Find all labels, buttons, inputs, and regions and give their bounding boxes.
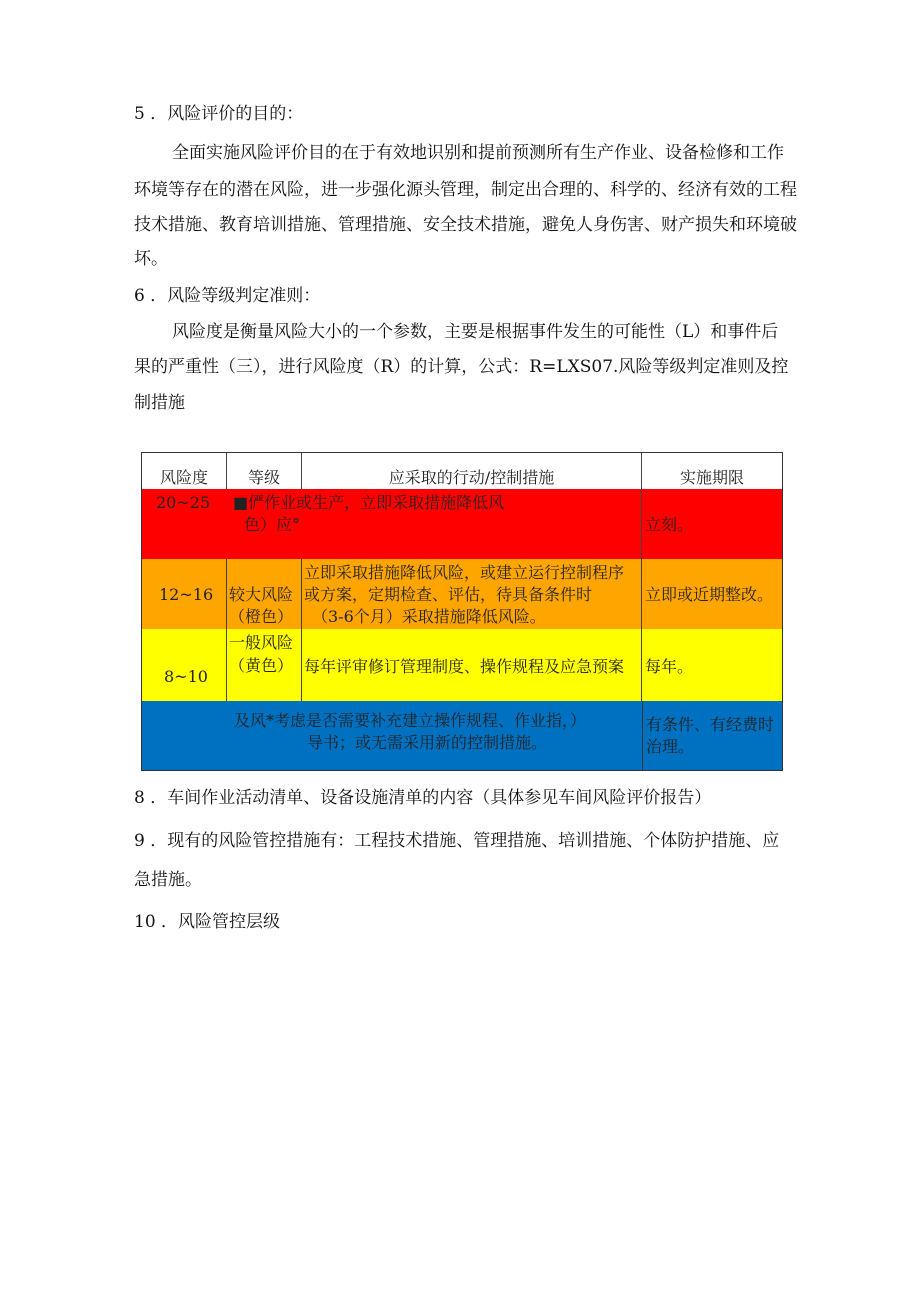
- action-text-line-1: 立即采取措施降低风险，或建立运行控制程序: [304, 563, 625, 582]
- level-text-line-2: （橙色）: [229, 607, 294, 626]
- section-9-line-2: 急措施。: [134, 870, 202, 890]
- action-text-line-2: 或方案，定期检查、评估，待具备条件时: [304, 585, 593, 604]
- period-text: 立即或近期整改。: [645, 585, 774, 604]
- section-5-paragraph-line-2: 环境等存在的潜在风险，进一步强化源头管理，制定出合理的、科学的、经济有效的工程: [134, 180, 797, 200]
- table-row-yellow: [142, 629, 782, 701]
- section-6-paragraph-line-3: 制措施: [134, 393, 185, 413]
- period-text-line-2: 治理。: [646, 737, 695, 756]
- action-text-line-1: 每年评审修订管理制度、操作规程及应急预案: [304, 657, 625, 676]
- cell-degree: [142, 489, 227, 559]
- cell-action: [302, 629, 642, 701]
- section-5-paragraph-line-3: 技术措施、教育培训措施、管理措施、安全技术措施，避免人身伤害、财产损失和环境破: [134, 215, 797, 235]
- header-level: 等级: [227, 453, 302, 489]
- header-period: 实施期限: [679, 468, 744, 487]
- cell-period: [642, 559, 782, 629]
- table-row-red: [142, 489, 782, 559]
- degree-text: 8~10: [164, 667, 208, 686]
- section-10: 10 ．风险管控层级: [134, 912, 281, 932]
- cell-action: [302, 559, 642, 629]
- table-row-orange: [142, 559, 782, 629]
- cell-period: [642, 629, 782, 701]
- level-text: 色）应°: [244, 515, 301, 534]
- action-text-line-1: ■俨作业或生产，立即采取措施降低风: [233, 493, 505, 512]
- section-5-paragraph-line-1: 全面实施风险评价目的在于有效地识别和提前预测所有生产作业、设备检修和工作: [172, 143, 784, 163]
- level-text-line-2: （黄色）: [229, 656, 294, 675]
- action-text-line-1: 及风*考虑是否需要补充建立操作规程、作业指，）: [234, 711, 587, 730]
- cell-level: [227, 559, 302, 629]
- header-risk-degree: 风险度: [142, 453, 227, 489]
- section-9-line-1: 9 ．现有的风险管控措施有：工程技术措施、管理措施、培训措施、个体防护措施、应: [134, 831, 780, 851]
- degree-text: 20~25: [156, 493, 211, 512]
- cell-level: [227, 629, 302, 701]
- section-6-paragraph-line-1: 风险度是衡量风险大小的一个参数，主要是根据事件发生的可能性（L）和事件后: [172, 322, 779, 342]
- risk-level-table: [141, 452, 783, 771]
- period-text: 立刻。: [645, 515, 694, 534]
- level-text-line-1: 较大风险: [229, 585, 294, 604]
- action-text-line-3: （3-6个月）采取措施降低风险。: [312, 607, 546, 626]
- cell-period: [642, 701, 782, 770]
- period-text-line-1: 有条件、有经费时: [646, 715, 775, 734]
- cell-action: [142, 701, 642, 770]
- cell-degree: [142, 559, 227, 629]
- table-header-row: [142, 453, 782, 489]
- cell-action: [227, 489, 642, 559]
- period-text: 每年。: [645, 657, 694, 676]
- section-8: 8 ．车间作业活动清单、设备设施清单的内容（具体参见车间风险评价报告）: [134, 788, 712, 808]
- cell-period: [642, 489, 782, 559]
- section-5-heading: 5 ．风险评价的目的：: [134, 104, 304, 124]
- table-row-blue: [142, 701, 782, 770]
- action-text-line-2: 导书；或无需采用新的控制措施。: [307, 733, 548, 752]
- level-text-line-1: 一般风险: [229, 633, 294, 652]
- header-action: 应采取的行动/控制措施: [302, 453, 642, 489]
- degree-text: 12~16: [159, 585, 214, 604]
- section-6-paragraph-line-2: 果的严重性（三），进行风险度（R）的计算，公式：R=LXS07.风险等级判定准则及控: [134, 357, 789, 377]
- section-5-paragraph-line-4: 坏。: [134, 249, 168, 269]
- cell-degree: [142, 629, 227, 701]
- section-6-heading: 6 ．风险等级判定准则：: [134, 286, 321, 306]
